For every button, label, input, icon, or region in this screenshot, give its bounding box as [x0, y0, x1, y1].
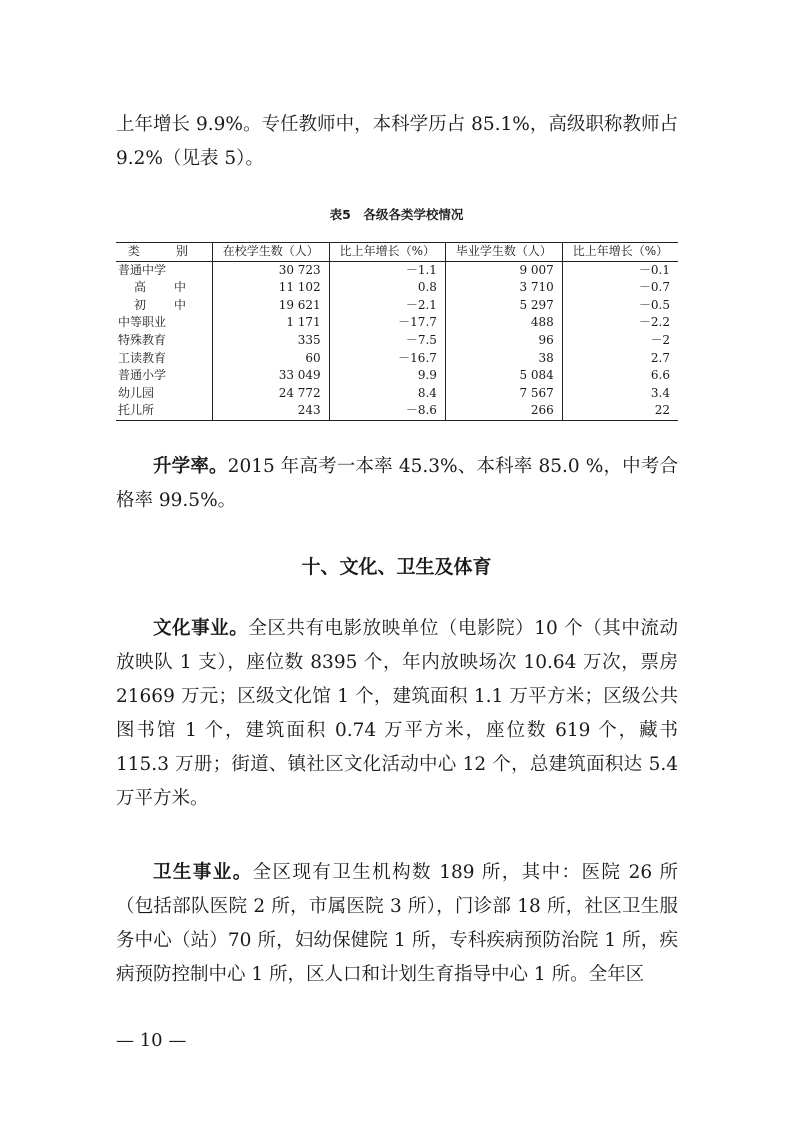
cell-enrolled: 19 621: [212, 297, 329, 315]
row-category: 托儿所: [118, 403, 155, 418]
health-paragraph: [116, 856, 678, 992]
row-category: 普通小学: [118, 368, 167, 383]
cell-enrolled-growth: －1.1: [329, 261, 445, 279]
cell-graduates: 7 567: [445, 385, 562, 403]
cell-graduates-growth: －0.7: [562, 279, 678, 297]
header-enrolled-growth: 比上年增长（%）: [329, 243, 445, 262]
cell-graduates-growth: －2.2: [562, 314, 678, 332]
table-row: [116, 314, 678, 332]
cell-enrolled-growth: －16.7: [329, 350, 445, 368]
cell-graduates-growth: 2.7: [562, 350, 678, 368]
enrollment-rate-heading: 升学率。: [153, 456, 228, 477]
intro-paragraph: 上年增长 9.9%。专任教师中，本科学历占 85.1%，高级职称教师占 9.2%（见表 5）。: [116, 114, 678, 169]
enrollment-rate-text: 2015 年高考一本率 45.3%、本科率 85.0 %，中考合格率 99.5%。: [116, 456, 678, 511]
cell-graduates-growth: －2: [562, 332, 678, 350]
cell-graduates: 488: [445, 314, 562, 332]
row-category: 工读教育: [118, 350, 167, 365]
row-category: 特殊教育: [118, 332, 167, 347]
table-header-row: [116, 243, 678, 262]
cell-graduates-growth: 22: [562, 402, 678, 420]
cell-enrolled: 60: [212, 350, 329, 368]
cell-graduates: 38: [445, 350, 562, 368]
cell-enrolled: 30 723: [212, 261, 329, 279]
cell-enrolled: 243: [212, 402, 329, 420]
cell-enrolled-growth: －2.1: [329, 297, 445, 315]
table-row: [116, 332, 678, 350]
cell-enrolled: 24 772: [212, 385, 329, 403]
cell-enrolled: 335: [212, 332, 329, 350]
table-row: [116, 385, 678, 403]
row-category: 高 中: [134, 280, 195, 295]
header-category: 类 别: [116, 243, 212, 262]
cell-graduates-growth: －0.1: [562, 261, 678, 279]
cell-enrolled-growth: 0.8: [329, 279, 445, 297]
health-text: 全区现有卫生机构数 189 所，其中：医院 26 所（包括部队医院 2 所，市属医院 3 所），门诊部 18 所，社区卫生服务中心（站）70 所，妇幼保健院 1 所，专科疾病预防治院 1 所，疾病预防控制中心 1 所，区人口和计划生育指导中心 1 所。全年区: [116, 862, 678, 985]
section-title: 十、文化、卫生及体育: [301, 556, 492, 578]
cell-graduates-growth: 6.6: [562, 367, 678, 385]
culture-paragraph: [116, 612, 678, 816]
cell-graduates-growth: －0.5: [562, 297, 678, 315]
page-number: — 10 —: [116, 1030, 187, 1051]
cell-enrolled: 11 102: [212, 279, 329, 297]
culture-text: 全区共有电影放映单位（电影院）10 个（其中流动放映队 1 支），座位数 8395 个，年内放映场次 10.64 万次，票房 21669 万元；区级文化馆 1 个，建筑面积 1.1 万平方米；区级公共图书馆 1 个，建筑面积 0.74 万平方米，座位数 619 个，藏书 115.3 万册；街道、镇社区文化活动中心 12 个，总建筑面积达 5.4 万平方米。: [116, 618, 678, 809]
row-category: 幼儿园: [118, 385, 155, 400]
cell-graduates: 266: [445, 402, 562, 420]
header-graduates-growth: 比上年增长（%）: [562, 243, 678, 262]
row-category: 中等职业: [118, 315, 167, 330]
cell-graduates-growth: 3.4: [562, 385, 678, 403]
table-row: [116, 279, 678, 297]
cell-graduates: 9 007: [445, 261, 562, 279]
cell-graduates: 5 297: [445, 297, 562, 315]
health-heading: 卫生事业。: [153, 862, 253, 883]
cell-enrolled-growth: －17.7: [329, 314, 445, 332]
cell-enrolled: 33 049: [212, 367, 329, 385]
cell-graduates: 3 710: [445, 279, 562, 297]
header-graduates: 毕业学生数（人）: [445, 243, 562, 262]
school-stats-table: [116, 242, 678, 421]
cell-enrolled-growth: 8.4: [329, 385, 445, 403]
table-caption: 表5 各级各类学校情况: [329, 207, 464, 222]
table-row: [116, 367, 678, 385]
cell-enrolled-growth: －8.6: [329, 402, 445, 420]
row-category: 普通中学: [118, 262, 167, 277]
table-row: [116, 402, 678, 420]
cell-graduates: 96: [445, 332, 562, 350]
cell-enrolled-growth: －7.5: [329, 332, 445, 350]
header-enrolled: 在校学生数（人）: [212, 243, 329, 262]
cell-enrolled: 1 171: [212, 314, 329, 332]
culture-heading: 文化事业。: [153, 618, 249, 639]
table-row: [116, 350, 678, 368]
cell-enrolled-growth: 9.9: [329, 367, 445, 385]
row-category: 初 中: [134, 297, 195, 312]
table-row: [116, 261, 678, 279]
cell-graduates: 5 084: [445, 367, 562, 385]
table-row: [116, 297, 678, 315]
enrollment-rate-paragraph: [116, 450, 678, 518]
